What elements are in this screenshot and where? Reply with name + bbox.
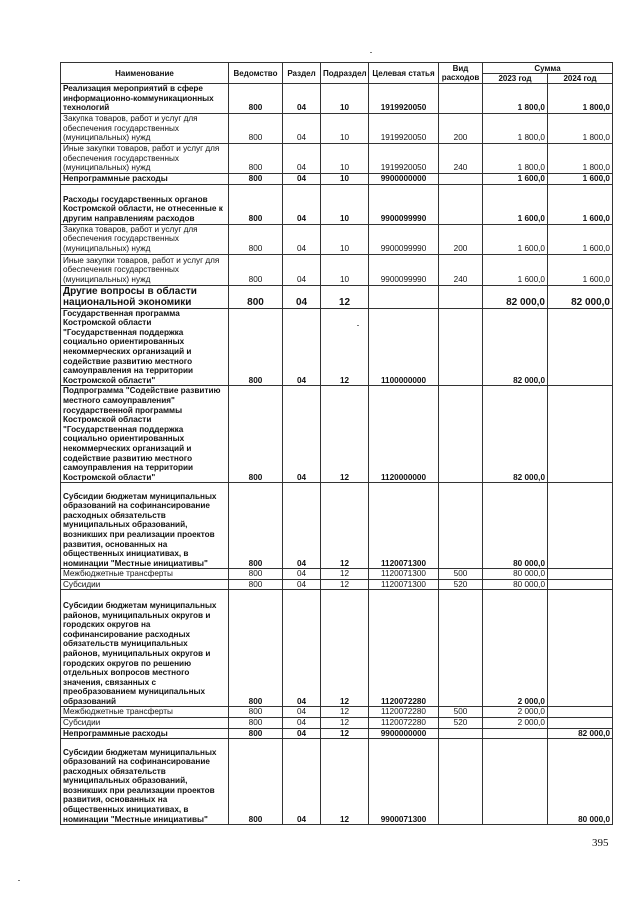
table-row — [61, 254, 613, 285]
cell-name: Государственная программа Костромской области "Государственная поддержка социально ориентированных некоммерческих организаций и содействие развитию местного самоуправления на территории Костромской области" — [61, 308, 229, 386]
cell-cs: 1120000000 — [369, 386, 439, 483]
cell-y2024 — [548, 590, 613, 707]
table-row — [61, 579, 613, 590]
table-row — [61, 84, 613, 114]
cell-vr — [439, 590, 483, 707]
cell-cs: 1120071300 — [369, 569, 439, 580]
cell-pod: 12 — [321, 718, 369, 729]
cell-name: Межбюджетные трансферты — [61, 569, 229, 580]
cell-y2024 — [548, 579, 613, 590]
table-row — [61, 386, 613, 483]
cell-pod: 12 — [321, 579, 369, 590]
cell-vr: 500 — [439, 707, 483, 718]
cell-ved: 800 — [229, 579, 283, 590]
cell-y2023: 1 600,0 — [483, 254, 548, 285]
cell-pod: 10 — [321, 84, 369, 114]
scan-speck — [18, 880, 20, 881]
cell-pod: 10 — [321, 174, 369, 185]
cell-cs: 9900099990 — [369, 224, 439, 254]
cell-y2024 — [548, 718, 613, 729]
cell-y2024 — [548, 569, 613, 580]
budget-table — [60, 62, 613, 825]
cell-pod: 10 — [321, 254, 369, 285]
cell-y2024: 1 600,0 — [548, 184, 613, 224]
table-row — [61, 707, 613, 718]
cell-vr — [439, 285, 483, 308]
cell-raz: 04 — [283, 308, 321, 386]
cell-vr: 240 — [439, 254, 483, 285]
scan-speck — [370, 52, 372, 53]
cell-cs: 1919920050 — [369, 114, 439, 144]
cell-name: Иные закупки товаров, работ и услуг для обеспечения государственных (муниципальных) нужд — [61, 144, 229, 174]
cell-y2023 — [483, 728, 548, 739]
cell-y2023: 80 000,0 — [483, 569, 548, 580]
header-name: Наименование — [61, 63, 229, 84]
cell-name: Субсидии — [61, 718, 229, 729]
cell-y2023: 80 000,0 — [483, 483, 548, 569]
cell-y2023: 1 800,0 — [483, 144, 548, 174]
cell-raz: 04 — [283, 386, 321, 483]
cell-raz: 04 — [283, 144, 321, 174]
cell-vr: 240 — [439, 144, 483, 174]
cell-pod: 10 — [321, 144, 369, 174]
cell-y2023: 1 600,0 — [483, 174, 548, 185]
cell-name: Межбюджетные трансферты — [61, 707, 229, 718]
cell-ved: 800 — [229, 728, 283, 739]
cell-pod: 12 — [321, 739, 369, 825]
header-razdel: Раздел — [283, 63, 321, 84]
cell-vr: 200 — [439, 224, 483, 254]
cell-raz: 04 — [283, 590, 321, 707]
table-row — [61, 144, 613, 174]
cell-vr: 520 — [439, 718, 483, 729]
cell-pod: 12 — [321, 590, 369, 707]
cell-name: Подпрограмма "Содействие развитию местного самоуправления" государственной программы Костромской области "Государственная поддержка социально ориентированных некоммерческих организаций и содействие развитию местного самоуправления на территории Костромской области" — [61, 386, 229, 483]
cell-y2024: 82 000,0 — [548, 728, 613, 739]
cell-pod: 12 — [321, 569, 369, 580]
cell-y2023: 1 600,0 — [483, 224, 548, 254]
cell-vr — [439, 483, 483, 569]
cell-y2024: 1 600,0 — [548, 254, 613, 285]
cell-name: Реализация мероприятий в сфере информационно-коммуникационных технологий — [61, 84, 229, 114]
cell-y2023: 2 000,0 — [483, 718, 548, 729]
cell-y2023: 82 000,0 — [483, 386, 548, 483]
cell-name: Субсидии бюджетам муниципальных районов, муниципальных округов и городских округов на софинансирование расходных обязательств муниципальных районов, муниципальных округов и городских округов по решению отдельных вопросов местного значения, связанных с преобразованием муниципальных образований — [61, 590, 229, 707]
cell-y2024: 1 600,0 — [548, 174, 613, 185]
table-row — [61, 739, 613, 825]
cell-cs — [369, 285, 439, 308]
cell-cs: 1120072280 — [369, 718, 439, 729]
cell-cs: 1120072280 — [369, 707, 439, 718]
cell-y2023: 82 000,0 — [483, 308, 548, 386]
cell-ved: 800 — [229, 483, 283, 569]
cell-name: Субсидии — [61, 579, 229, 590]
cell-vr — [439, 739, 483, 825]
header-podrazdel: Подраздел — [321, 63, 369, 84]
cell-name: Другие вопросы в области национальной экономики — [61, 285, 229, 308]
cell-ved: 800 — [229, 224, 283, 254]
cell-cs: 1919920050 — [369, 84, 439, 114]
cell-vr — [439, 728, 483, 739]
table-row — [61, 224, 613, 254]
table-row — [61, 114, 613, 144]
cell-raz: 04 — [283, 483, 321, 569]
cell-ved: 800 — [229, 308, 283, 386]
cell-vr: 200 — [439, 114, 483, 144]
cell-ved: 800 — [229, 285, 283, 308]
header-summa: Сумма — [483, 63, 613, 74]
cell-ved: 800 — [229, 174, 283, 185]
cell-cs: 1120071300 — [369, 483, 439, 569]
cell-pod: 12 — [321, 308, 369, 386]
cell-pod: 12 — [321, 386, 369, 483]
cell-y2024: 1 600,0 — [548, 224, 613, 254]
cell-raz: 04 — [283, 224, 321, 254]
page-number: 395 — [592, 837, 609, 849]
cell-ved: 800 — [229, 84, 283, 114]
table-row — [61, 174, 613, 185]
table-row — [61, 569, 613, 580]
cell-raz: 04 — [283, 254, 321, 285]
cell-raz: 04 — [283, 84, 321, 114]
cell-y2023: 1 800,0 — [483, 114, 548, 144]
cell-cs: 9900000000 — [369, 728, 439, 739]
cell-name: Непрограммные расходы — [61, 174, 229, 185]
table-row — [61, 718, 613, 729]
cell-raz: 04 — [283, 707, 321, 718]
table-row — [61, 285, 613, 308]
cell-y2024: 82 000,0 — [548, 285, 613, 308]
table-row — [61, 184, 613, 224]
cell-cs: 9900099990 — [369, 254, 439, 285]
cell-name: Закупка товаров, работ и услуг для обеспечения государственных (муниципальных) нужд — [61, 114, 229, 144]
cell-raz: 04 — [283, 184, 321, 224]
header-vedomstvo: Ведомство — [229, 63, 283, 84]
cell-vr: 520 — [439, 579, 483, 590]
cell-y2024 — [548, 386, 613, 483]
cell-y2023: 1 800,0 — [483, 84, 548, 114]
cell-raz: 04 — [283, 285, 321, 308]
cell-y2023: 2 000,0 — [483, 707, 548, 718]
cell-ved: 800 — [229, 707, 283, 718]
cell-pod: 10 — [321, 224, 369, 254]
header-year-2023: 2023 год — [483, 74, 548, 84]
cell-vr — [439, 308, 483, 386]
cell-ved: 800 — [229, 144, 283, 174]
cell-ved: 800 — [229, 386, 283, 483]
cell-y2024: 80 000,0 — [548, 739, 613, 825]
cell-raz: 04 — [283, 579, 321, 590]
header-tselevaya-statya: Целевая статья — [369, 63, 439, 84]
table-row — [61, 308, 613, 386]
cell-cs: 1100000000 — [369, 308, 439, 386]
table-row — [61, 590, 613, 707]
cell-pod: 10 — [321, 184, 369, 224]
cell-raz: 04 — [283, 174, 321, 185]
cell-name: Субсидии бюджетам муниципальных образований на софинансирование расходных обязательств муниципальных образований, возникших при реализации проектов развития, основанных на общественных инициативах, в номинации "Местные инициативы" — [61, 739, 229, 825]
cell-ved: 800 — [229, 718, 283, 729]
header-vid-raskhodov: Вид расходов — [439, 63, 483, 84]
cell-cs: 9900099990 — [369, 184, 439, 224]
cell-name: Закупка товаров, работ и услуг для обеспечения государственных (муниципальных) нужд — [61, 224, 229, 254]
cell-pod: 12 — [321, 483, 369, 569]
cell-name: Субсидии бюджетам муниципальных образований на софинансирование расходных обязательств муниципальных образований, возникших при реализации проектов развития, основанных на общественных инициативах, в номинации "Местные инициативы" — [61, 483, 229, 569]
cell-name: Непрограммные расходы — [61, 728, 229, 739]
cell-ved: 800 — [229, 569, 283, 580]
cell-raz: 04 — [283, 114, 321, 144]
cell-cs: 1120072280 — [369, 590, 439, 707]
cell-pod: 10 — [321, 114, 369, 144]
cell-y2024 — [548, 483, 613, 569]
table-body — [61, 84, 613, 825]
cell-raz: 04 — [283, 739, 321, 825]
table-row — [61, 728, 613, 739]
cell-vr — [439, 174, 483, 185]
cell-ved: 800 — [229, 590, 283, 707]
cell-y2023: 2 000,0 — [483, 590, 548, 707]
cell-pod: 12 — [321, 285, 369, 308]
scan-speck — [357, 325, 359, 326]
cell-vr: 500 — [439, 569, 483, 580]
cell-raz: 04 — [283, 569, 321, 580]
cell-y2023: 1 600,0 — [483, 184, 548, 224]
cell-vr — [439, 386, 483, 483]
cell-cs: 1120071300 — [369, 579, 439, 590]
header-year-2024: 2024 год — [548, 74, 613, 84]
cell-y2024: 1 800,0 — [548, 84, 613, 114]
cell-y2024: 1 800,0 — [548, 144, 613, 174]
cell-y2023 — [483, 739, 548, 825]
cell-ved: 800 — [229, 114, 283, 144]
cell-ved: 800 — [229, 254, 283, 285]
cell-y2023: 80 000,0 — [483, 579, 548, 590]
cell-raz: 04 — [283, 718, 321, 729]
cell-cs: 9900071300 — [369, 739, 439, 825]
cell-raz: 04 — [283, 728, 321, 739]
cell-vr — [439, 184, 483, 224]
cell-y2023: 82 000,0 — [483, 285, 548, 308]
cell-name: Иные закупки товаров, работ и услуг для обеспечения государственных (муниципальных) нужд — [61, 254, 229, 285]
cell-cs: 9900000000 — [369, 174, 439, 185]
cell-vr — [439, 84, 483, 114]
cell-name: Расходы государственных органов Костромской области, не отнесенные к другим направлениям расходов — [61, 184, 229, 224]
cell-cs: 1919920050 — [369, 144, 439, 174]
cell-y2024 — [548, 308, 613, 386]
cell-ved: 800 — [229, 739, 283, 825]
cell-pod: 12 — [321, 728, 369, 739]
cell-pod: 12 — [321, 707, 369, 718]
cell-y2024 — [548, 707, 613, 718]
cell-ved: 800 — [229, 184, 283, 224]
table-row — [61, 483, 613, 569]
cell-y2024: 1 800,0 — [548, 114, 613, 144]
